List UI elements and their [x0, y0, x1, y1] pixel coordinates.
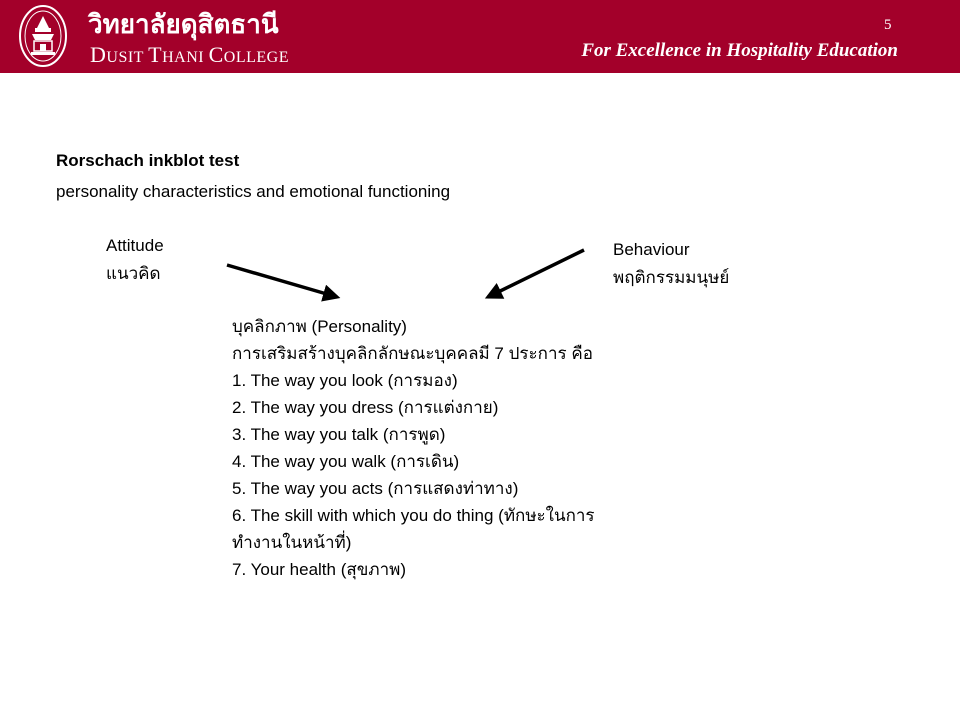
- slide-subtitle: personality characteristics and emotional functioning: [56, 182, 451, 201]
- list-item: 5. The way you acts (การแสดงท่าทาง): [232, 479, 519, 498]
- arrow-from-attitude: [227, 265, 337, 297]
- college-name-thai: วิทยาลัยดุสิตธานี: [88, 10, 279, 40]
- personality-heading: บุคลิกภาพ (Personality): [232, 317, 407, 336]
- list-item: 2. The way you dress (การแต่งกาย): [232, 398, 499, 417]
- slide-title: Rorschach inkblot test: [56, 151, 240, 170]
- attitude-th: แนวคิด: [106, 264, 161, 283]
- list-item: 6. The skill with which you do thing (ทักษะในการ: [232, 506, 595, 525]
- behaviour-en: Behaviour: [613, 240, 690, 259]
- college-slogan: For Excellence in Hospitality Education: [581, 40, 898, 61]
- list-item: 7. Your health (สุขภาพ): [232, 560, 406, 579]
- college-name-english: DUSIT THANI COLLEGE: [90, 42, 289, 67]
- list-item: 1. The way you look (การมอง): [232, 371, 458, 390]
- personality-list: [232, 313, 792, 583]
- intro-line: การเสริมสร้างบุคลิกลักษณะบุคคลมี 7 ประการ คือ: [232, 344, 593, 363]
- attitude-en: Attitude: [106, 236, 164, 255]
- arrow-from-behaviour: [488, 250, 584, 297]
- list-item: ทำงานในหน้าที่): [232, 533, 352, 552]
- list-item: 3. The way you talk (การพูด): [232, 425, 446, 444]
- list-item: 4. The way you walk (การเดิน): [232, 452, 460, 471]
- page-number: 5: [884, 17, 892, 33]
- behaviour-th: พฤติกรรมมนุษย์: [613, 268, 730, 287]
